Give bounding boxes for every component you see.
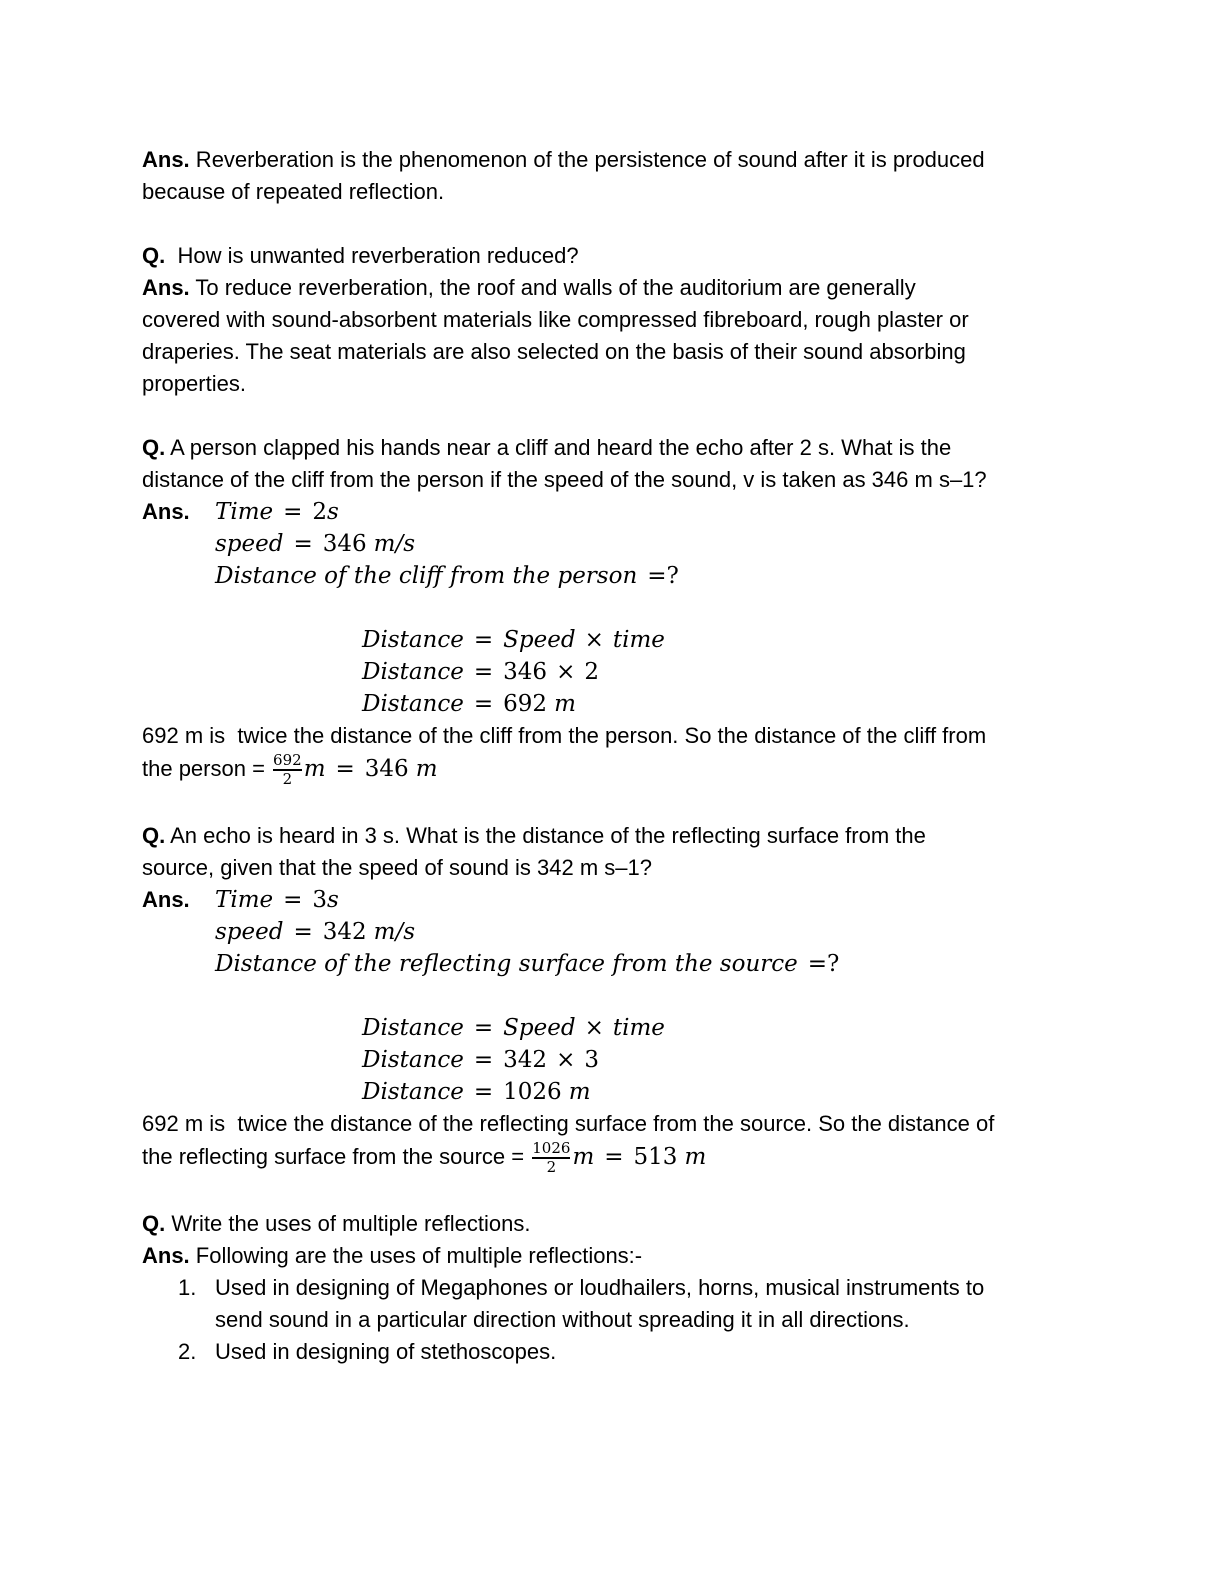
question-label: Q. bbox=[142, 435, 166, 460]
math-number: 346 bbox=[322, 531, 367, 557]
math-expression bbox=[215, 531, 415, 557]
question-echo-line2: source, given that the speed of sound is 342 m s–1? bbox=[142, 855, 652, 880]
math-unit: s bbox=[327, 499, 339, 525]
math-expression bbox=[572, 1144, 706, 1170]
math-unit: m bbox=[554, 691, 576, 717]
question-reduce-reverberation bbox=[142, 240, 1096, 272]
conclusion-surface-line1: 692 m is twice the distance of the reflecting surface from the source. So the distance of bbox=[142, 1111, 995, 1136]
math-variable: Speed bbox=[503, 1015, 576, 1041]
math-number: 346 bbox=[503, 659, 548, 685]
question-text: How is unwanted reverberation reduced? bbox=[165, 243, 579, 268]
math-unit: s bbox=[327, 887, 339, 913]
answer-text: Following are the uses of multiple reflections:- bbox=[189, 1243, 643, 1268]
question-cliff-line2: distance of the cliff from the person if the speed of the sound, v is taken as 346 m s–1? bbox=[142, 467, 987, 492]
math-variable: Distance bbox=[362, 1015, 464, 1041]
answer-label: Ans. bbox=[142, 275, 190, 300]
math-variable: Distance bbox=[362, 627, 464, 653]
spacer bbox=[142, 980, 1096, 1012]
spacer bbox=[142, 1176, 1096, 1208]
equals-sign: = bbox=[473, 659, 494, 685]
math-variable: speed bbox=[215, 919, 284, 945]
list-item-1-line1 bbox=[142, 1272, 1096, 1304]
multiply-sign: × bbox=[584, 627, 604, 653]
list-item-text: Used in designing of Megaphones or loudhailers, horns, musical instruments to bbox=[215, 1275, 985, 1300]
equals-sign: = bbox=[473, 1015, 494, 1041]
math-variable: Distance bbox=[362, 691, 464, 717]
math-unit: m bbox=[572, 1143, 595, 1170]
answer-label: Ans. bbox=[142, 499, 190, 524]
equals-sign: = bbox=[473, 1079, 494, 1105]
equals-sign: = bbox=[293, 919, 313, 945]
given-time-line bbox=[142, 884, 1096, 916]
question-label: Q. bbox=[142, 243, 166, 268]
math-number: 342 bbox=[503, 1047, 548, 1073]
equals-sign: = bbox=[473, 691, 494, 717]
math-variable: Distance of the cliff from the person bbox=[215, 563, 638, 589]
list-item-text: Used in designing of stethoscopes. bbox=[215, 1339, 557, 1364]
question-uses bbox=[142, 1208, 1096, 1240]
math-variable: Time bbox=[215, 887, 274, 913]
answer-uses-intro bbox=[142, 1240, 1096, 1272]
question-cliff-line1 bbox=[142, 432, 1096, 464]
answer-reduce-line2: covered with sound-absorbent materials like compressed fibreboard, rough plaster or bbox=[142, 307, 969, 332]
question-text: A person clapped his hands near a cliff and heard the echo after 2 s. What is the bbox=[165, 435, 952, 460]
multiply-sign: × bbox=[556, 1047, 576, 1073]
math-expression bbox=[215, 563, 689, 589]
math-unit: m/s bbox=[373, 531, 416, 557]
given-speed-line bbox=[142, 528, 1096, 560]
list-item-2 bbox=[142, 1336, 1096, 1368]
math-number: 1026 bbox=[503, 1079, 562, 1105]
math-variable: Speed bbox=[503, 627, 576, 653]
spacer bbox=[142, 208, 1096, 240]
conclusion-cliff-line2 bbox=[142, 752, 1096, 788]
given-distance-line bbox=[142, 560, 1096, 592]
math-variable: Distance bbox=[362, 1047, 464, 1073]
conclusion-surface-line2 bbox=[142, 1140, 1096, 1176]
equals-sign: = bbox=[473, 627, 494, 653]
spacer bbox=[142, 592, 1096, 624]
given-speed-line bbox=[142, 916, 1096, 948]
math-unit: m bbox=[415, 755, 438, 782]
math-expression bbox=[215, 887, 339, 913]
math-unit: m bbox=[303, 755, 326, 782]
calc-substitution-line bbox=[142, 656, 1096, 688]
math-number: 2 bbox=[584, 659, 599, 685]
math-variable: time bbox=[612, 627, 665, 653]
equals-sign: = bbox=[293, 531, 313, 557]
equals-sign: = bbox=[473, 1047, 494, 1073]
question-text: An echo is heard in 3 s. What is the distance of the reflecting surface from the bbox=[165, 823, 926, 848]
list-number: 1. bbox=[178, 1275, 197, 1300]
math-unit: m bbox=[684, 1143, 707, 1170]
list-item-1-line2: send sound in a particular direction without spreading it in all directions. bbox=[215, 1307, 910, 1332]
math-number: 3 bbox=[584, 1047, 599, 1073]
equals-sign: = bbox=[335, 755, 355, 782]
math-expression bbox=[304, 756, 438, 782]
calc-formula-line bbox=[142, 1012, 1096, 1044]
answer-label: Ans. bbox=[142, 1243, 190, 1268]
calc-formula-line bbox=[142, 624, 1096, 656]
answer-label: Ans. bbox=[142, 147, 190, 172]
math-variable: Distance bbox=[362, 659, 464, 685]
conclusion-cliff-line1: 692 m is twice the distance of the cliff from the person. So the distance of the cliff from bbox=[142, 723, 987, 748]
fraction bbox=[271, 752, 304, 788]
given-time-line bbox=[142, 496, 1096, 528]
equals-sign: = bbox=[283, 499, 303, 525]
fraction bbox=[530, 1140, 572, 1176]
fraction-denominator: 2 bbox=[532, 1157, 570, 1176]
question-label: Q. bbox=[142, 823, 166, 848]
math-variable: Distance of the reflecting surface from the source bbox=[215, 951, 798, 977]
math-expression bbox=[362, 1047, 599, 1073]
fraction-numerator: 1026 bbox=[532, 1139, 571, 1157]
math-expression bbox=[362, 659, 599, 685]
fraction-numerator: 692 bbox=[273, 751, 302, 769]
answer-text: To reduce reverberation, the roof and walls of the auditorium are generally bbox=[189, 275, 916, 300]
conclusion-text: the person = bbox=[142, 755, 272, 781]
question-echo-line1 bbox=[142, 820, 1096, 852]
fraction-denominator: 2 bbox=[273, 769, 302, 788]
calc-result-line bbox=[142, 1076, 1096, 1108]
math-expression bbox=[362, 627, 665, 653]
answer-reduce-line1 bbox=[142, 272, 1096, 304]
math-number: 3 bbox=[312, 887, 328, 913]
multiply-sign: × bbox=[556, 659, 576, 685]
math-unit: m/s bbox=[373, 919, 416, 945]
answer-label: Ans. bbox=[142, 887, 190, 912]
given-distance-line bbox=[142, 948, 1096, 980]
question-text: Write the uses of multiple reflections. bbox=[165, 1211, 531, 1236]
math-expression bbox=[215, 951, 849, 977]
math-expression bbox=[215, 499, 339, 525]
answer-reverberation-line2: because of repeated reflection. bbox=[142, 179, 445, 204]
equals-question: =? bbox=[647, 563, 679, 589]
question-label: Q. bbox=[142, 1211, 166, 1236]
spacer bbox=[142, 788, 1096, 820]
equals-sign: = bbox=[283, 887, 303, 913]
math-number: 692 bbox=[503, 691, 548, 717]
math-expression bbox=[215, 919, 415, 945]
list-number: 2. bbox=[178, 1339, 197, 1364]
calc-substitution-line bbox=[142, 1044, 1096, 1076]
answer-reverberation-line1 bbox=[142, 144, 1096, 176]
answer-reduce-line3: draperies. The seat materials are also selected on the basis of their sound absorbing bbox=[142, 339, 966, 364]
math-number: 342 bbox=[322, 919, 367, 945]
multiply-sign: × bbox=[584, 1015, 604, 1041]
conclusion-text: the reflecting surface from the source = bbox=[142, 1143, 531, 1169]
math-number: 346 bbox=[364, 755, 409, 782]
spacer bbox=[142, 400, 1096, 432]
math-expression bbox=[362, 1079, 591, 1105]
math-number: 513 bbox=[633, 1143, 678, 1170]
calc-result-line bbox=[142, 688, 1096, 720]
answer-reduce-line4: properties. bbox=[142, 371, 246, 396]
math-expression bbox=[362, 691, 576, 717]
equals-sign: = bbox=[604, 1143, 624, 1170]
math-expression bbox=[362, 1015, 665, 1041]
math-variable: Distance bbox=[362, 1079, 464, 1105]
answer-text: Reverberation is the phenomenon of the persistence of sound after it is produced bbox=[189, 147, 985, 172]
math-number: 2 bbox=[312, 499, 328, 525]
equals-question: =? bbox=[807, 951, 840, 977]
math-variable: time bbox=[612, 1015, 665, 1041]
math-unit: m bbox=[568, 1079, 591, 1105]
math-variable: speed bbox=[215, 531, 284, 557]
math-variable: Time bbox=[215, 499, 274, 525]
